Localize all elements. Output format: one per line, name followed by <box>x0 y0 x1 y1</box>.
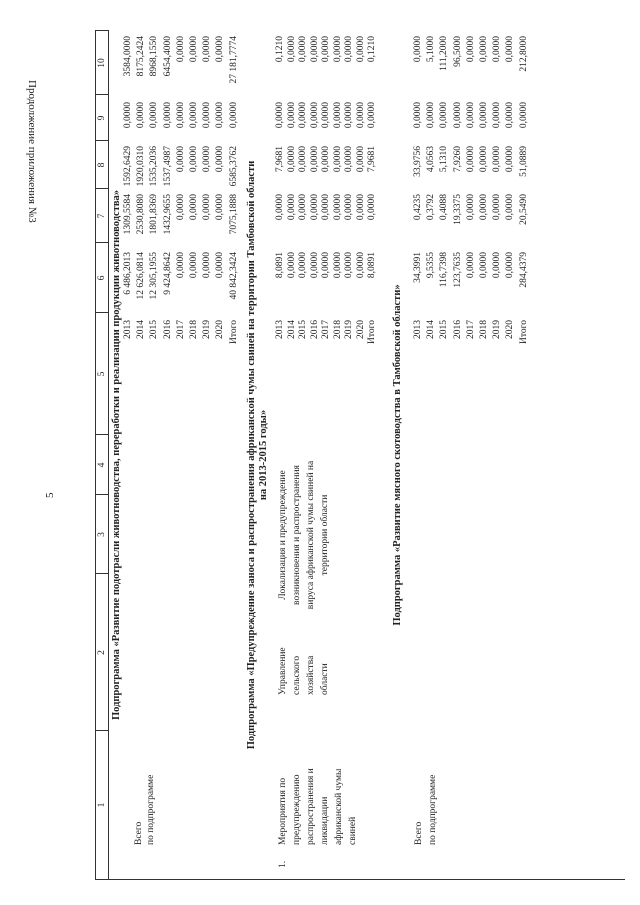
value-cell: 19,3375 <box>452 194 463 225</box>
value-cell: 27 181,7774 <box>228 36 239 84</box>
year-cell: 2016 <box>452 320 463 339</box>
section-2-title-line2: на 2013-2015 годы» <box>258 409 269 501</box>
value-cell: 8968,1550 <box>149 36 160 77</box>
year-cell: 2018 <box>479 320 489 339</box>
value-cell: 0,0000 <box>189 102 199 129</box>
value-cell: 0,0000 <box>286 194 297 221</box>
value-cell: 0,0000 <box>479 146 489 173</box>
value-cell: 0,0000 <box>505 146 516 173</box>
value-cell: 0,0000 <box>321 36 331 63</box>
value-cell: 40 842,3424 <box>228 252 239 300</box>
value-cell: 0,4088 <box>439 194 450 221</box>
value-cell: 0,0000 <box>465 194 476 221</box>
year-cell: Итого <box>518 320 529 345</box>
year-cell: 2017 <box>175 320 186 339</box>
value-cell: 0,0000 <box>298 194 308 221</box>
value-cell: 0,0000 <box>355 102 366 129</box>
value-cell: 0,0000 <box>465 146 476 173</box>
section-3-total-label: по подпрограмме <box>428 774 438 845</box>
value-cell: 1920,0310 <box>136 146 147 187</box>
value-cell: 0,0000 <box>439 102 450 129</box>
year-cell: 2014 <box>286 320 297 339</box>
value-cell: 0,0000 <box>202 252 213 279</box>
value-cell: 111,2000 <box>439 36 450 71</box>
table-header <box>95 30 109 880</box>
value-cell: 0,0000 <box>344 194 354 221</box>
value-cell: 6585,3762 <box>228 146 239 187</box>
value-cell: 0,0000 <box>175 252 186 279</box>
year-cell: Итого <box>367 320 377 345</box>
col-header-7: 7 <box>96 188 108 243</box>
value-cell: 0,0000 <box>355 36 366 63</box>
executor: Управление <box>278 647 288 695</box>
col-header-2: 2 <box>96 573 108 731</box>
section-1-total-label: Всего <box>134 821 144 845</box>
value-cell: 34,3991 <box>413 252 423 283</box>
value-cell: 6 486,2013 <box>123 252 133 295</box>
measure-name: распространения и <box>306 768 316 845</box>
year-cell: 2015 <box>149 320 160 339</box>
value-cell: 8175,2424 <box>136 36 147 77</box>
value-cell: 1537,4987 <box>162 146 173 187</box>
value-cell: 0,0000 <box>189 252 199 279</box>
year-cell: 2016 <box>162 320 173 339</box>
col-header-8: 8 <box>96 140 108 189</box>
value-cell: 0,0000 <box>321 146 331 173</box>
value-cell: 0,0000 <box>332 36 343 63</box>
value-cell: 7,9681 <box>367 146 377 173</box>
section-2-title: Подпрограмма «Предупреждение заноса и распространения африканской чумы свиней на территории Тамбовской области <box>246 160 257 750</box>
value-cell: 0,0000 <box>202 102 213 129</box>
value-cell: 0,0000 <box>465 252 476 279</box>
year-cell: 2015 <box>298 320 308 339</box>
expected-result: Локализация и предупреждение <box>278 470 288 600</box>
value-cell: 0,0000 <box>332 146 343 173</box>
value-cell: 0,0000 <box>275 102 285 129</box>
value-cell: 0,0000 <box>189 146 199 173</box>
value-cell: 0,0000 <box>355 252 366 279</box>
value-cell: 0,0000 <box>175 146 186 173</box>
year-cell: 2017 <box>465 320 476 339</box>
rotated-table <box>95 30 625 880</box>
value-cell: 8,0891 <box>275 252 285 279</box>
value-cell: 0,0000 <box>309 146 320 173</box>
value-cell: 0,0000 <box>215 102 226 129</box>
value-cell: 0,0000 <box>298 146 308 173</box>
value-cell: 0,0000 <box>465 102 476 129</box>
appendix-label: Продолжение приложения №3 <box>26 80 38 223</box>
value-cell: 0,0000 <box>452 102 463 129</box>
value-cell: 0,0000 <box>189 36 199 63</box>
value-cell: 0,0000 <box>413 102 423 129</box>
value-cell: 0,0000 <box>202 146 213 173</box>
measure-name: свиней <box>348 816 358 845</box>
col-header-10: 10 <box>97 58 107 68</box>
value-cell: 212,8000 <box>518 36 529 72</box>
year-cell: 2018 <box>332 320 343 339</box>
value-cell: 0,0000 <box>492 252 503 279</box>
value-cell: 0,0000 <box>344 252 354 279</box>
value-cell: 7075,1888 <box>228 194 239 235</box>
value-cell: 12 626,0814 <box>136 252 147 300</box>
year-cell: 2013 <box>275 320 285 339</box>
section-1-title: Подпрограмма «Развитие подотрасли животноводства, переработки и реализации продукции животноводства» <box>111 189 122 721</box>
value-cell: 9 424,8642 <box>162 252 173 295</box>
year-cell: 2017 <box>321 320 331 339</box>
value-cell: 0,0000 <box>215 194 226 221</box>
value-cell: 0,0000 <box>189 194 199 221</box>
value-cell: 0,0000 <box>344 36 354 63</box>
year-cell: 2020 <box>215 320 226 339</box>
value-cell: 0,0000 <box>136 102 147 129</box>
value-cell: 0,0000 <box>309 36 320 63</box>
value-cell: 0,0000 <box>298 36 308 63</box>
year-cell: 2014 <box>136 320 147 339</box>
value-cell: 0,0000 <box>228 102 239 129</box>
value-cell: 0,0000 <box>309 252 320 279</box>
value-cell: 0,0000 <box>332 252 343 279</box>
value-cell: 51,0889 <box>518 146 529 177</box>
page-number: 5 <box>44 492 56 498</box>
value-cell: 0,0000 <box>321 102 331 129</box>
value-cell: 0,0000 <box>332 102 343 129</box>
year-cell: Итого <box>228 320 239 345</box>
value-cell: 5,1000 <box>426 36 437 63</box>
year-cell: 2013 <box>123 320 133 339</box>
year-cell: 2020 <box>505 320 516 339</box>
value-cell: 0,0000 <box>123 102 133 129</box>
value-cell: 0,0000 <box>202 36 213 63</box>
value-cell: 1801,8369 <box>149 194 160 235</box>
value-cell: 0,0000 <box>286 36 297 63</box>
value-cell: 20,5490 <box>518 194 529 225</box>
value-cell: 0,0000 <box>321 194 331 221</box>
value-cell: 0,0000 <box>286 146 297 173</box>
year-cell: 2013 <box>413 320 423 339</box>
value-cell: 0,0000 <box>149 102 160 129</box>
value-cell: 2530,8080 <box>136 194 147 235</box>
value-cell: 0,0000 <box>344 146 354 173</box>
value-cell: 0,0000 <box>505 252 516 279</box>
col-header-5: 5 <box>96 312 108 435</box>
section-3-total-label: Всего <box>414 821 424 845</box>
year-cell: 2015 <box>439 320 450 339</box>
value-cell: 0,0000 <box>492 146 503 173</box>
year-cell: 2016 <box>309 320 320 339</box>
value-cell: 33,9756 <box>413 146 423 177</box>
value-cell: 0,0000 <box>175 102 186 129</box>
value-cell: 0,0000 <box>479 194 489 221</box>
col-header-4: 4 <box>96 434 108 495</box>
value-cell: 9,5355 <box>426 252 437 279</box>
value-cell: 0,1210 <box>367 36 377 63</box>
value-cell: 0,0000 <box>275 194 285 221</box>
value-cell: 0,0000 <box>355 194 366 221</box>
value-cell: 0,0000 <box>492 194 503 221</box>
col-header-6: 6 <box>96 242 108 313</box>
value-cell: 96,5000 <box>452 36 463 67</box>
value-cell: 123,7635 <box>452 252 463 288</box>
value-cell: 0,0000 <box>298 252 308 279</box>
year-cell: 2019 <box>202 320 213 339</box>
value-cell: 116,7398 <box>439 252 450 288</box>
value-cell: 0,0000 <box>215 252 226 279</box>
value-cell: 7,9260 <box>452 146 463 173</box>
value-cell: 0,4235 <box>413 194 423 221</box>
value-cell: 0,0000 <box>465 36 476 63</box>
value-cell: 0,0000 <box>286 252 297 279</box>
value-cell: 0,0000 <box>479 252 489 279</box>
value-cell: 1432,9655 <box>162 194 173 235</box>
year-cell: 2020 <box>355 320 366 339</box>
expected-result: вируса африканской чумы свиней на <box>306 460 316 610</box>
value-cell: 8,0891 <box>367 252 377 279</box>
value-cell: 0,0000 <box>505 102 516 129</box>
value-cell: 0,0000 <box>367 102 377 129</box>
value-cell: 0,0000 <box>215 146 226 173</box>
value-cell: 0,0000 <box>175 194 186 221</box>
year-cell: 2018 <box>189 320 199 339</box>
value-cell: 0,0000 <box>479 36 489 63</box>
expected-result: территории области <box>320 494 330 576</box>
value-cell: 7,9681 <box>275 146 285 173</box>
value-cell: 0,0000 <box>286 102 297 129</box>
table-border-left <box>109 879 625 880</box>
value-cell: 0,0000 <box>215 36 226 63</box>
value-cell: 0,1210 <box>275 36 285 63</box>
value-cell: 0,0000 <box>355 146 366 173</box>
value-cell: 0,0000 <box>505 194 516 221</box>
value-cell: 0,0000 <box>332 194 343 221</box>
measure-name: ликвидации <box>320 796 330 845</box>
value-cell: 0,0000 <box>492 36 503 63</box>
col-header-1: 1 <box>96 730 108 879</box>
value-cell: 12 305,1955 <box>149 252 160 300</box>
value-cell: 284,4379 <box>518 252 529 288</box>
executor: хозяйства <box>306 655 316 695</box>
col-header-3: 3 <box>96 494 108 574</box>
value-cell: 1535,2036 <box>149 146 160 187</box>
value-cell: 0,0000 <box>505 36 516 63</box>
section-3-title: Подпрограмма «Развитие мясного скотоводства в Тамбовской области» <box>392 284 403 626</box>
section-1-total-label: по подпрограмме <box>146 774 156 845</box>
year-cell: 2019 <box>492 320 503 339</box>
measure-name: предупреждению <box>292 774 302 845</box>
value-cell: 0,0000 <box>162 102 173 129</box>
value-cell: 0,0000 <box>309 102 320 129</box>
col-header-9: 9 <box>96 94 108 141</box>
value-cell: 5,1310 <box>439 146 450 173</box>
value-cell: 0,0000 <box>479 102 489 129</box>
executor: области <box>320 663 330 695</box>
row-number: 1. <box>278 860 288 868</box>
executor: сельского <box>292 655 302 695</box>
measure-name: Мероприятия по <box>278 777 288 845</box>
value-cell: 6454,4000 <box>162 36 173 77</box>
value-cell: 0,0000 <box>426 102 437 129</box>
expected-result: возникновения и распространения <box>292 465 302 605</box>
measure-name: африканской чумы <box>334 768 344 845</box>
value-cell: 0,0000 <box>492 102 503 129</box>
value-cell: 3584,0000 <box>123 36 133 77</box>
year-cell: 2019 <box>344 320 354 339</box>
value-cell: 0,0000 <box>202 194 213 221</box>
year-cell: 2014 <box>426 320 437 339</box>
value-cell: 0,0000 <box>344 102 354 129</box>
value-cell: 0,0000 <box>321 252 331 279</box>
value-cell: 0,0000 <box>298 102 308 129</box>
value-cell: 0,0000 <box>309 194 320 221</box>
value-cell: 0,0000 <box>518 102 529 129</box>
value-cell: 0,0000 <box>175 36 186 63</box>
value-cell: 0,0000 <box>413 36 423 63</box>
value-cell: 0,3792 <box>426 194 437 221</box>
value-cell: 1309,5584 <box>123 194 133 235</box>
value-cell: 1592,6429 <box>123 146 133 187</box>
value-cell: 4,0563 <box>426 146 437 173</box>
value-cell: 0,0000 <box>367 194 377 221</box>
